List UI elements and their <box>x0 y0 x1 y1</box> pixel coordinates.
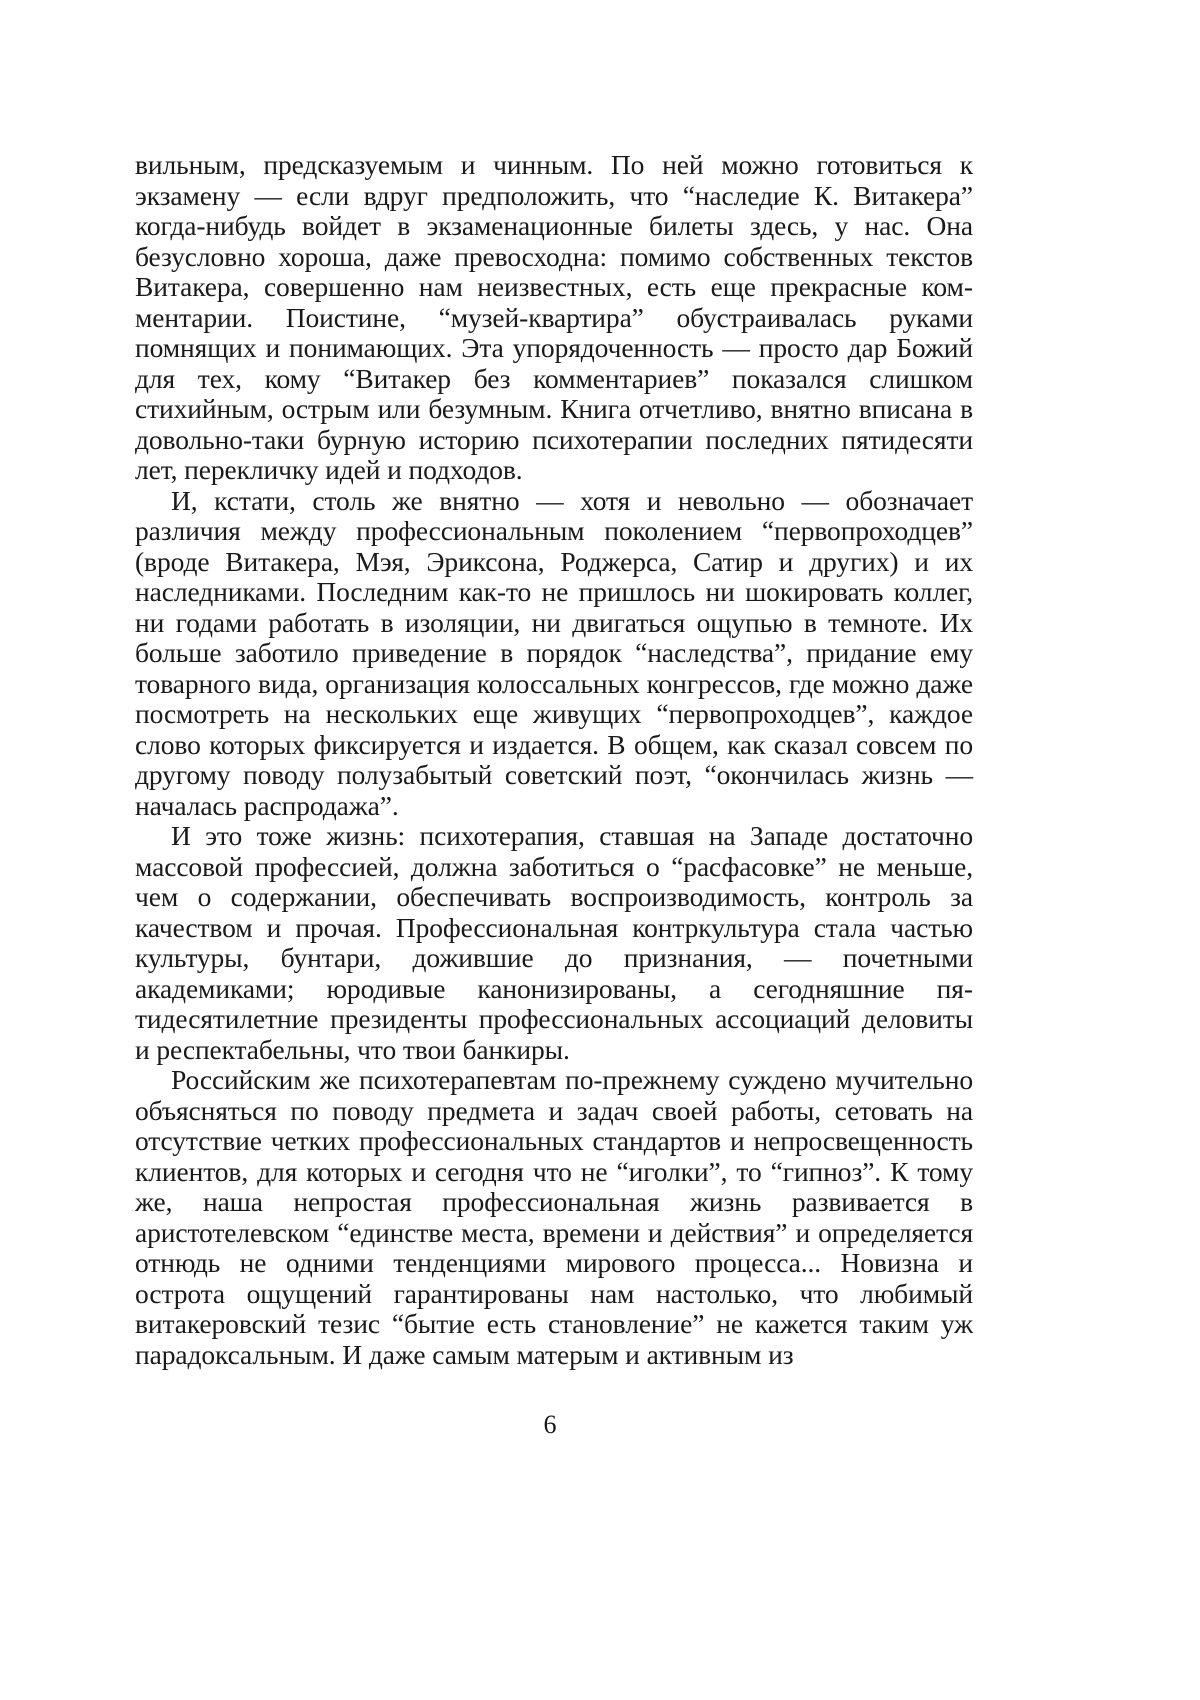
paragraph-4: Российским же психотерапевтам по-прежнему суждено мучитель­но объясняться по поводу предмета и задач своей работы, сетовать на отсутствие четких профессиональных стандартов и непросвещен­ность клиентов, для которых и сегодня что не “иголки”, то “гип­ноз”. К тому же, наша непростая профессиональная жизнь разви­вается в аристотелевском “единстве места, времени и действия” и определяется отнюдь не одними тенденциями мирового процесса... Новизна и острота ощущений гарантированы нам настолько, что любимый витакеровский тезис “бытие есть становление” не кажется таким уж парадоксальным. И даже самым матерым и активным из <box>135 1065 973 1370</box>
page-number: 6 <box>0 1410 1100 1440</box>
page-body <box>135 150 973 1370</box>
paragraph-1: вильным, предсказуемым и чинным. По ней можно готовиться к экзамену — если вдруг предположить, что “наследие К. Витакера” когда-нибудь войдет в экзаменационные билеты здесь, у нас. Она безусловно хороша, даже превосходна: помимо собственных текстов Витакера, совершенно нам неизвестных, есть еще прекрасные ком­ментарии. Поистине, “музей-квартира” обустраивалась руками помнящих и понимающих. Эта упорядоченность — просто дар Бо­жий для тех, кому “Витакер без комментариев” показался слиш­ком стихийным, острым или безумным. Книга отчетливо, внятно вписана в довольно-таки бурную историю психотерапии последних пятидесяти лет, перекличку идей и подходов. <box>135 150 973 486</box>
paragraph-3: И это тоже жизнь: психотерапия, ставшая на Западе достаточно массовой профессией, должна заботиться о “расфасовке” не мень­ше, чем о содержании, обеспечивать воспроизводимость, контроль за качеством и прочая. Профессиональная контркультура стала частью культуры, бунтари, дожившие до признания, — почетны­ми академиками; юродивые канонизированы, а сегодняшние пя­тидесятилетние президенты профессиональных ассоциаций делови­ты и респектабельны, что твои банкиры. <box>135 821 973 1065</box>
paragraph-2: И, кстати, столь же внятно — хотя и невольно — обозначает различия между профессиональным поколением “первопроходцев” (вроде Витакера, Мэя, Эриксона, Роджерса, Сатир и других) и их наследниками. Последним как-то не пришлось ни шокировать коллег, ни годами работать в изоляции, ни двигаться ощупью в темноте. Их больше заботило приведение в порядок “наследства”, придание ему товарного вида, организация колоссальных конгрес­сов, где можно даже посмотреть на нескольких еще живущих “пер­вопроходцев”, каждое слово которых фиксируется и издается. В общем, как сказал совсем по другому поводу полузабытый совет­ский поэт, “окончилась жизнь — началась распродажа”. <box>135 486 973 822</box>
